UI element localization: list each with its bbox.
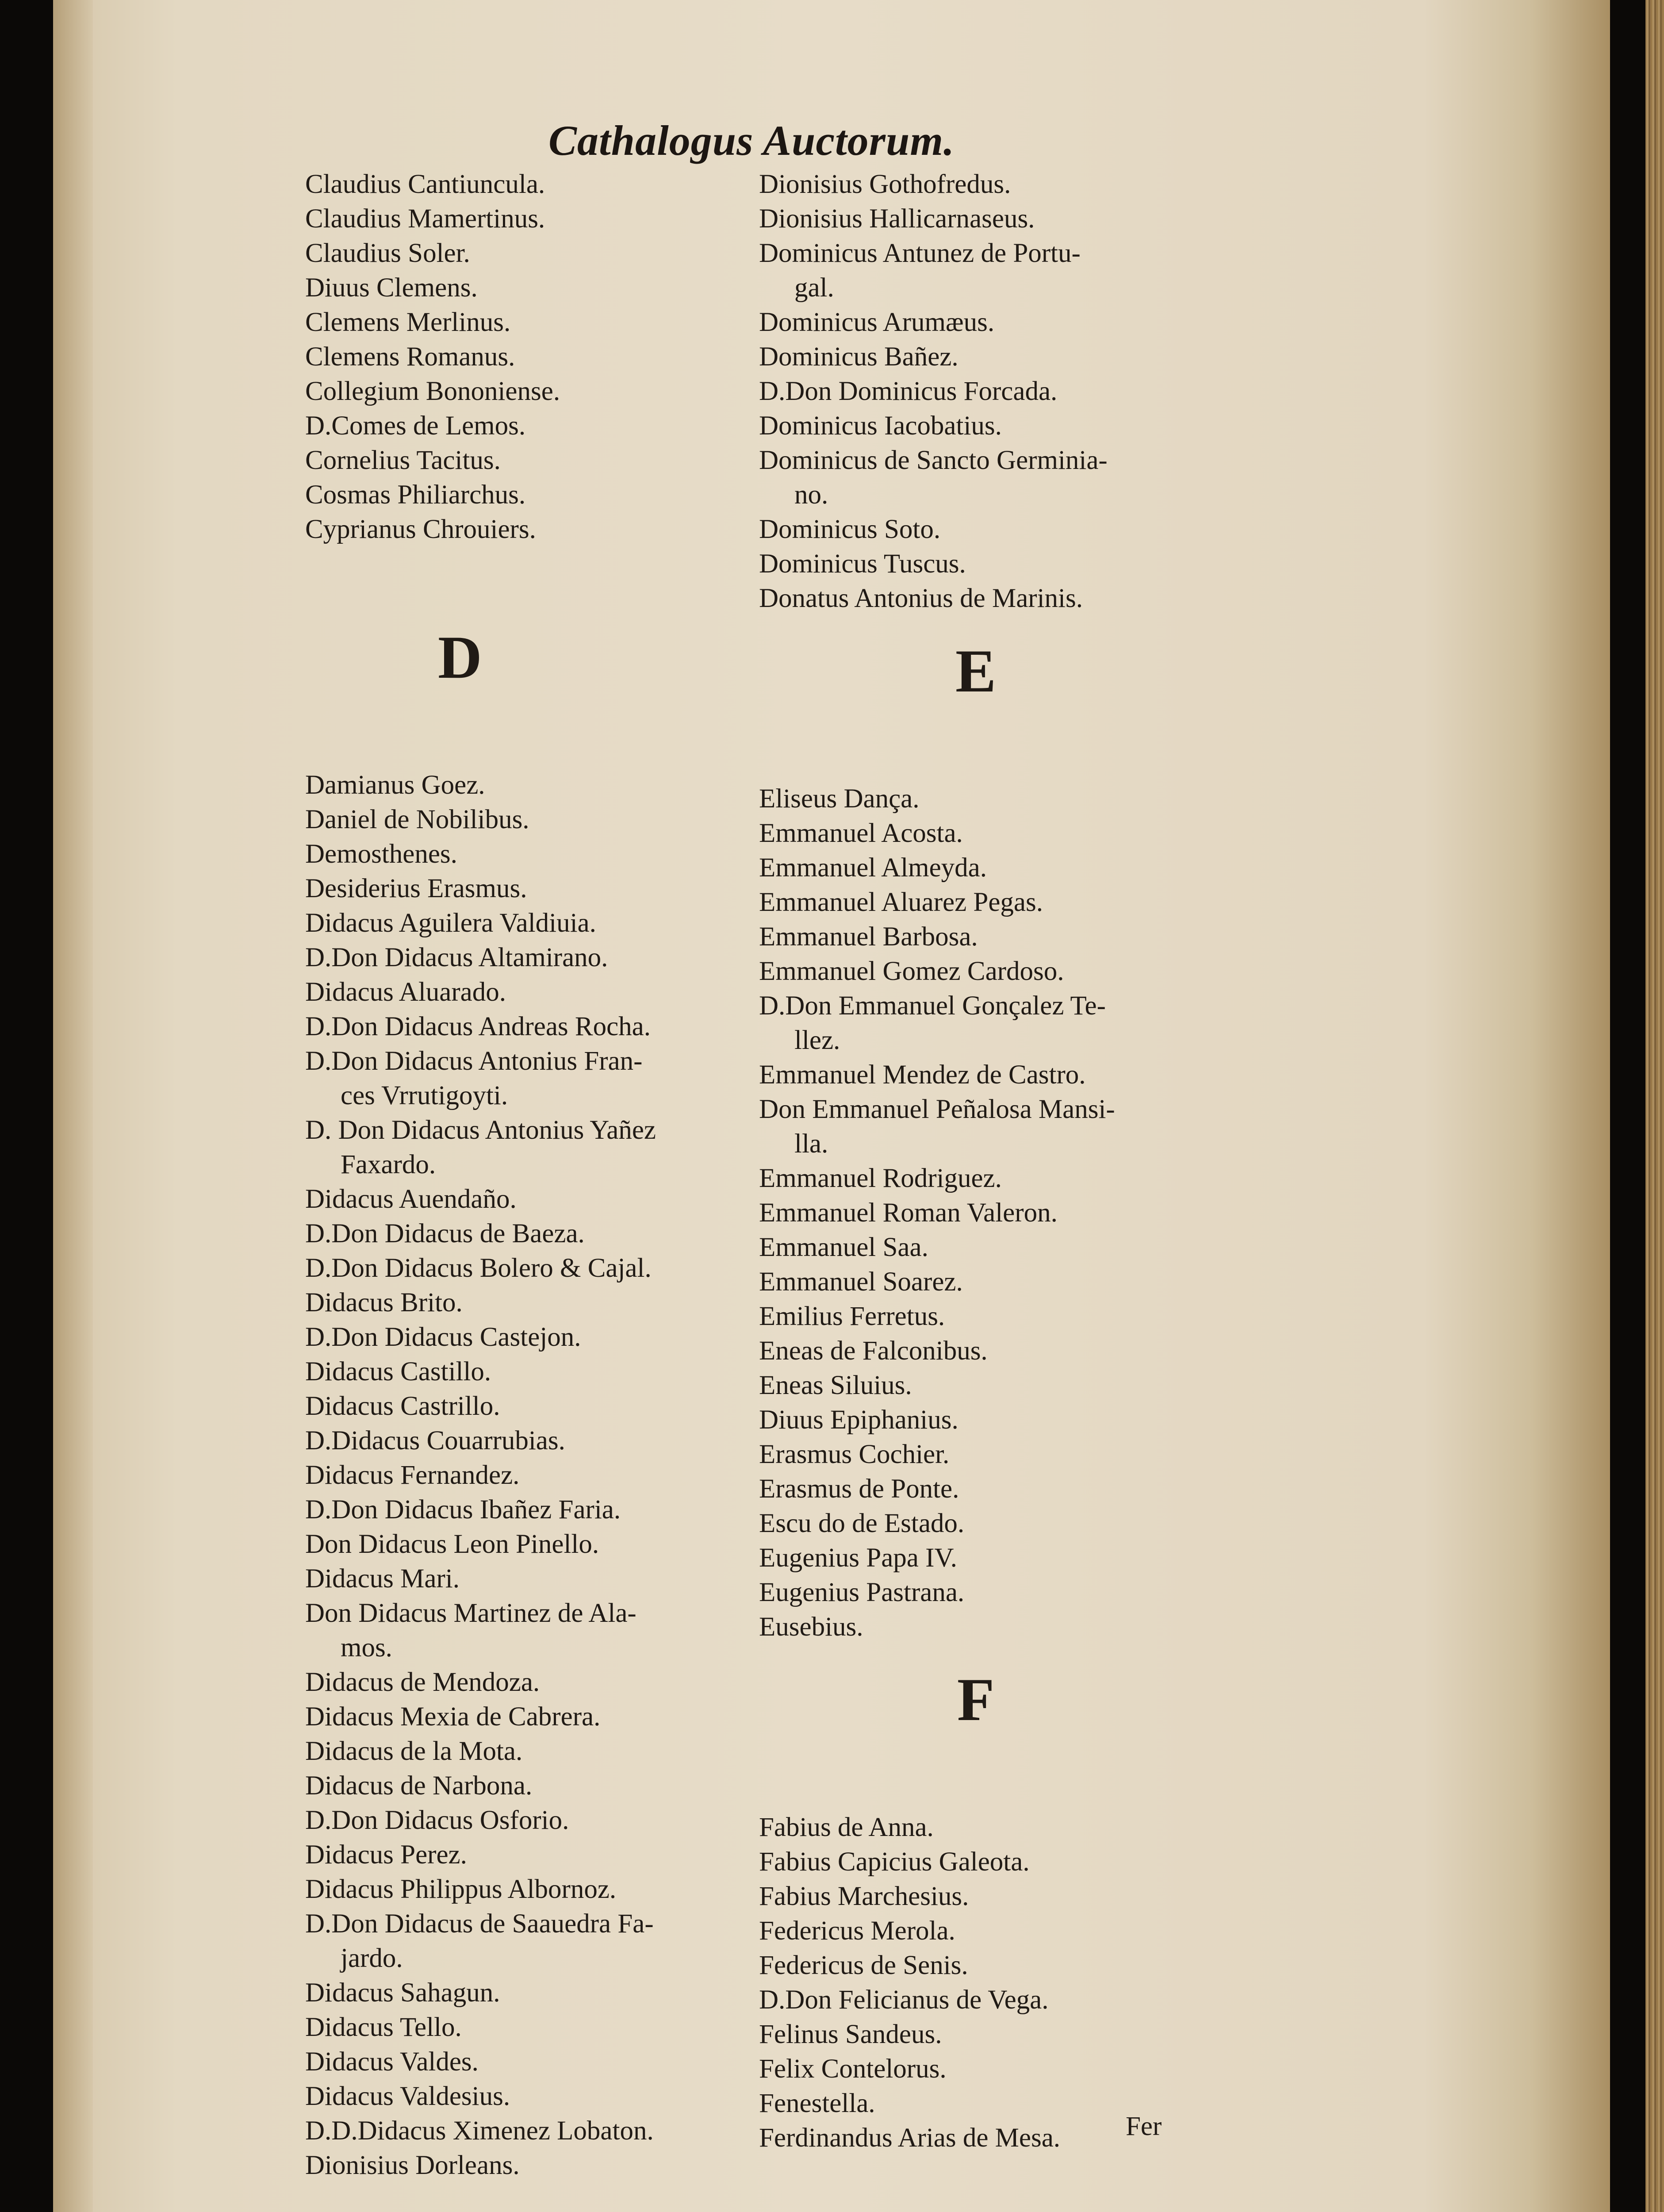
- author-entry: Didacus Auendaño.: [305, 1184, 517, 1214]
- author-entry: Emmanuel Saa.: [759, 1233, 928, 1262]
- author-entry: Didacus de Narbona.: [305, 1771, 533, 1801]
- author-entry: Didacus Castillo.: [305, 1357, 491, 1386]
- author-entry: Didacus Tello.: [305, 2012, 462, 2042]
- section-letter: F: [957, 1666, 995, 1733]
- author-entry: Cornelius Tacitus.: [305, 445, 501, 475]
- author-entry: Claudius Cantiuncula.: [305, 169, 545, 199]
- author-entry: Didacus Valdes.: [305, 2047, 479, 2077]
- author-entry: Eneas Siluius.: [759, 1371, 912, 1400]
- author-entry: Dionisius Hallicarnaseus.: [759, 204, 1035, 234]
- author-entry: Eneas de Falconibus.: [759, 1336, 988, 1366]
- author-entry: Eugenius Pastrana.: [759, 1578, 965, 1607]
- author-entry: Escu do de Estado.: [759, 1509, 965, 1538]
- author-entry: Dominicus Arumæus.: [759, 307, 995, 337]
- author-entry: D.Don Felicianus de Vega.: [759, 1985, 1049, 2015]
- author-entry: Emmanuel Roman Valeron.: [759, 1198, 1058, 1228]
- author-entry: Didacus Castrillo.: [305, 1391, 500, 1421]
- section-letter: D: [438, 623, 482, 691]
- author-entry: Cyprianus Chrouiers.: [305, 515, 536, 544]
- author-entry: Erasmus de Ponte.: [759, 1474, 959, 1504]
- author-entry: Emmanuel Rodriguez.: [759, 1164, 1002, 1193]
- author-entry: Dominicus Iacobatius.: [759, 411, 1002, 441]
- author-entry: Didacus de Mendoza.: [305, 1667, 540, 1697]
- author-entry: Fenestella.: [759, 2089, 875, 2118]
- author-entry: Dominicus de Sancto Germinia-: [759, 445, 1108, 475]
- author-entry: Emmanuel Acosta.: [759, 818, 963, 848]
- author-entry: Claudius Soler.: [305, 238, 470, 268]
- author-entry: Didacus Valdesius.: [305, 2081, 510, 2111]
- author-entry: Clemens Merlinus.: [305, 307, 511, 337]
- author-entry: Eusebius.: [759, 1612, 863, 1642]
- author-entry: Emmanuel Mendez de Castro.: [759, 1060, 1086, 1090]
- book-page: [53, 0, 1610, 2212]
- author-entry: Cosmas Philiarchus.: [305, 480, 526, 510]
- author-entry: D.Don Didacus Ibañez Faria.: [305, 1495, 621, 1525]
- spacer: [759, 726, 1192, 782]
- author-entry: Don Didacus Leon Pinello.: [305, 1529, 599, 1559]
- left-column: [305, 167, 730, 2183]
- author-entry: D. Don Didacus Antonius Yañez: [305, 1115, 656, 1145]
- author-entry: Damianus Goez.: [305, 770, 485, 800]
- author-entry: Donatus Antonius de Marinis.: [759, 584, 1083, 613]
- author-entry: Felinus Sandeus.: [759, 2020, 942, 2049]
- author-entry-continuation: gal.: [794, 273, 834, 303]
- author-entry: Dominicus Antunez de Portu-: [759, 238, 1081, 268]
- author-entry: D.Don Didacus Antonius Fran-: [305, 1046, 643, 1076]
- author-entry: Diuus Clemens.: [305, 273, 478, 303]
- author-entry: D.Didacus Couarrubias.: [305, 1426, 565, 1455]
- author-entry: Didacus Aguilera Valdiuia.: [305, 908, 596, 938]
- author-entry-continuation: lla.: [794, 1129, 828, 1159]
- author-entry: D.Don Didacus Altamirano.: [305, 943, 608, 972]
- author-entry-continuation: ces Vrrutigoyti.: [341, 1081, 508, 1110]
- author-entry: D.Don Emmanuel Gonçalez Te-: [759, 991, 1106, 1021]
- page-fore-edge: [1645, 0, 1664, 2212]
- author-entry: D.D.Didacus Ximenez Lobaton.: [305, 2116, 654, 2146]
- author-entry-continuation: no.: [794, 480, 828, 510]
- running-head: Cathalogus Auctorum.: [548, 117, 955, 164]
- author-entry: Didacus Philippus Albornoz.: [305, 1874, 617, 1904]
- author-entry: Daniel de Nobilibus.: [305, 805, 529, 834]
- author-entry: Emmanuel Soarez.: [759, 1267, 963, 1297]
- author-entry: Eliseus Dança.: [759, 784, 920, 814]
- author-entry: Felix Contelorus.: [759, 2054, 947, 2084]
- spacer: [759, 1755, 1192, 1810]
- author-entry: Dionisius Gothofredus.: [759, 169, 1011, 199]
- author-entry: D.Don Didacus Andreas Rocha.: [305, 1012, 651, 1041]
- author-entry: Didacus Mexia de Cabrera.: [305, 1702, 601, 1732]
- author-entry: Emmanuel Aluarez Pegas.: [759, 887, 1043, 917]
- author-entry: Federicus Merola.: [759, 1916, 955, 1946]
- author-entry: Didacus Sahagun.: [305, 1978, 500, 2008]
- author-entry: Dominicus Bañez.: [759, 342, 959, 372]
- author-entry-continuation: Faxardo.: [341, 1150, 436, 1179]
- author-entry: Collegium Bononiense.: [305, 376, 560, 406]
- section-letter: E: [955, 637, 997, 705]
- author-entry-continuation: jardo.: [341, 1943, 403, 1973]
- author-entry: Diuus Epiphanius.: [759, 1405, 959, 1435]
- author-entry: Emmanuel Almeyda.: [759, 853, 987, 883]
- author-entry: Erasmus Cochier.: [759, 1440, 950, 1469]
- author-entry: Dionisius Dorleans.: [305, 2151, 520, 2180]
- author-entry: Didacus Perez.: [305, 1840, 467, 1870]
- spacer: [305, 547, 730, 602]
- author-entry: D.Don Dominicus Forcada.: [759, 376, 1058, 406]
- author-entry: Dominicus Tuscus.: [759, 549, 966, 579]
- author-entry: D.Don Didacus de Saauedra Fa-: [305, 1909, 654, 1939]
- author-entry-continuation: llez.: [794, 1025, 840, 1055]
- author-entry: D.Don Didacus de Baeza.: [305, 1219, 585, 1248]
- author-entry: Claudius Mamertinus.: [305, 204, 545, 234]
- author-entry: Dominicus Soto.: [759, 515, 941, 544]
- author-entry: Emilius Ferretus.: [759, 1302, 945, 1331]
- author-entry: Didacus Brito.: [305, 1288, 463, 1317]
- author-entry: Don Emmanuel Peñalosa Mansi-: [759, 1094, 1115, 1124]
- author-entry: Fabius de Anna.: [759, 1813, 934, 1842]
- author-entry: Ferdinandus Arias de Mesa.: [759, 2123, 1061, 2153]
- author-entry: Fabius Capicius Galeota.: [759, 1847, 1030, 1877]
- author-entry: D.Don Didacus Bolero & Cajal.: [305, 1253, 652, 1283]
- author-entry: D.Don Didacus Castejon.: [305, 1322, 581, 1352]
- author-entry: Didacus Fernandez.: [305, 1460, 520, 1490]
- author-entry: D.Comes de Lemos.: [305, 411, 526, 441]
- author-entry: Fabius Marchesius.: [759, 1882, 969, 1911]
- author-entry: D.Don Didacus Osforio.: [305, 1805, 569, 1835]
- binding-gutter: [53, 0, 93, 2212]
- author-entry: Didacus Mari.: [305, 1564, 460, 1594]
- author-entry: Eugenius Papa IV.: [759, 1543, 957, 1573]
- author-entry-continuation: mos.: [341, 1633, 392, 1663]
- author-entry: Didacus Aluarado.: [305, 977, 506, 1007]
- author-entry: Demosthenes.: [305, 839, 457, 869]
- author-entry: Desiderius Erasmus.: [305, 874, 527, 903]
- author-entry: Emmanuel Barbosa.: [759, 922, 978, 952]
- author-entry: Clemens Romanus.: [305, 342, 515, 372]
- author-entry: Federicus de Senis.: [759, 1951, 968, 1980]
- right-column: [759, 167, 1192, 2155]
- spacer: [305, 713, 730, 768]
- author-entry: Didacus de la Mota.: [305, 1736, 523, 1766]
- author-entry: Emmanuel Gomez Cardoso.: [759, 956, 1064, 986]
- catchword: Fer: [1126, 2112, 1162, 2141]
- author-entry: Don Didacus Martinez de Ala-: [305, 1598, 636, 1628]
